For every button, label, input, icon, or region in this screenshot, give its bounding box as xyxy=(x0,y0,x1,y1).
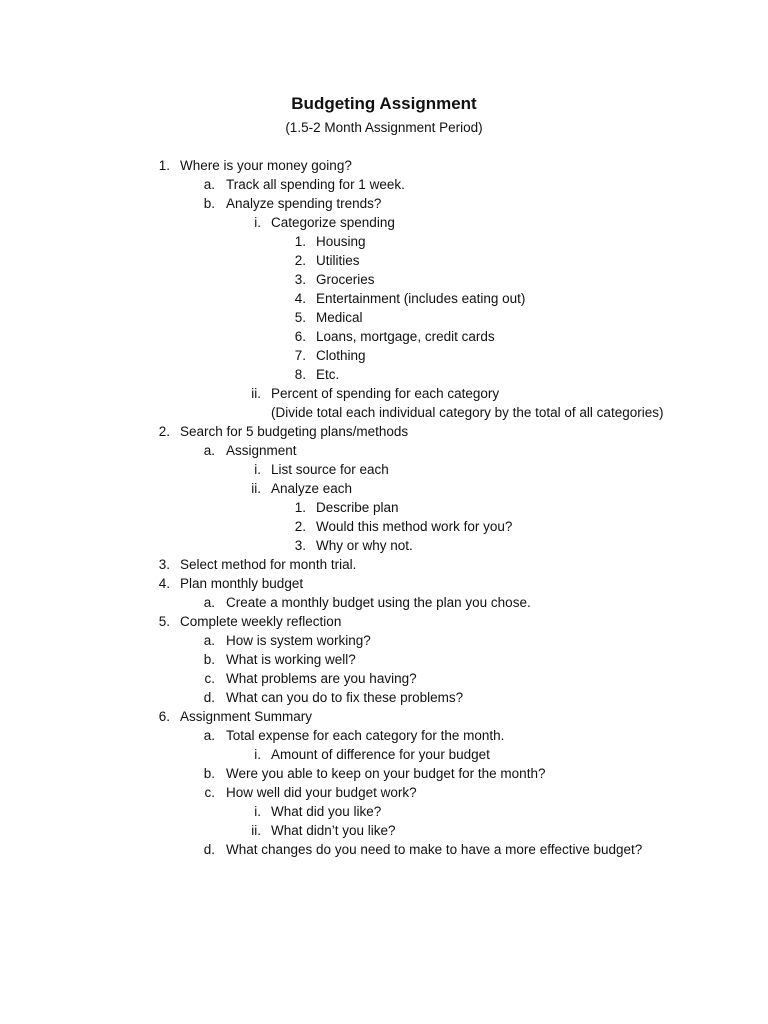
outline-item-level-4 xyxy=(0,270,768,289)
outline-item-level-1 xyxy=(0,422,768,441)
outline-item-text: Analyze spending trends? xyxy=(226,196,382,211)
outline-item-text: What did you like? xyxy=(271,804,382,819)
outline-item-level-2 xyxy=(0,688,768,707)
outline-item-marker: 5. xyxy=(158,614,170,629)
outline-item-level-4 xyxy=(0,232,768,251)
outline-item-marker: b. xyxy=(203,196,215,211)
outline-item-level-2 xyxy=(0,669,768,688)
outline-item-level-3 xyxy=(0,802,768,821)
outline-item-text: List source for each xyxy=(271,462,389,477)
outline-item-level-3 xyxy=(0,821,768,840)
outline-item-level-4 xyxy=(0,251,768,270)
outline-item-level-1 xyxy=(0,707,768,726)
page-title: Budgeting Assignment xyxy=(291,94,477,113)
page-subtitle: (1.5-2 Month Assignment Period) xyxy=(285,120,483,135)
outline-item-level-2 xyxy=(0,631,768,650)
outline-item-text: What changes do you need to make to have a more effective budget? xyxy=(226,842,643,857)
outline-item-level-1 xyxy=(0,156,768,175)
outline-item-text: Search for 5 budgeting plans/methods xyxy=(180,424,409,439)
outline-item-text: Track all spending for 1 week. xyxy=(226,177,405,192)
outline-item-text: Clothing xyxy=(316,348,366,363)
outline-item-level-2 xyxy=(0,194,768,213)
outline-item-level-4 xyxy=(0,365,768,384)
outline-item-marker: i. xyxy=(254,804,261,819)
outline-item-text: Plan monthly budget xyxy=(180,576,304,591)
outline-item-marker: d. xyxy=(203,842,215,857)
assignment-outline xyxy=(0,156,768,859)
outline-item-marker: 7. xyxy=(294,348,306,363)
outline-item-marker: i. xyxy=(254,215,261,230)
outline-item-text: Housing xyxy=(316,234,366,249)
outline-item-marker: b. xyxy=(203,652,215,667)
outline-item-marker: 5. xyxy=(294,310,306,325)
outline-item-marker: ii. xyxy=(251,823,261,838)
outline-item-marker: d. xyxy=(203,690,215,705)
outline-item-marker: 3. xyxy=(294,538,306,553)
outline-item-marker: 1. xyxy=(294,500,306,515)
outline-item-level-3 xyxy=(0,213,768,232)
outline-item-text: Amount of difference for your budget xyxy=(271,747,490,762)
outline-item-level-4 xyxy=(0,346,768,365)
outline-item-marker: 6. xyxy=(294,329,306,344)
outline-item-marker: a. xyxy=(203,595,215,610)
outline-item-level-2 xyxy=(0,726,768,745)
outline-item-level-2 xyxy=(0,593,768,612)
outline-item-marker: a. xyxy=(203,443,215,458)
outline-item-text: Create a monthly budget using the plan you chose. xyxy=(226,595,531,610)
outline-item-level-4 xyxy=(0,498,768,517)
outline-item-text: Assignment xyxy=(226,443,297,458)
outline-item-text: Groceries xyxy=(316,272,375,287)
outline-item-level-1 xyxy=(0,612,768,631)
outline-item-level-3 xyxy=(0,460,768,479)
outline-item-level-3 xyxy=(0,384,768,403)
outline-item-text: Select method for month trial. xyxy=(180,557,357,572)
outline-item-marker: c. xyxy=(204,671,215,686)
outline-item-level-2 xyxy=(0,783,768,802)
outline-item-text: How well did your budget work? xyxy=(226,785,417,800)
outline-item-level-4 xyxy=(0,536,768,555)
outline-item-level-4 xyxy=(0,308,768,327)
outline-item-text: Percent of spending for each category xyxy=(271,386,500,401)
outline-item-marker: c. xyxy=(204,785,215,800)
outline-item-text: What problems are you having? xyxy=(226,671,417,686)
outline-item-marker: 6. xyxy=(158,709,170,724)
outline-item-text: Entertainment (includes eating out) xyxy=(316,291,526,306)
outline-item-marker: b. xyxy=(203,766,215,781)
outline-item-level-2 xyxy=(0,175,768,194)
outline-item-text: Analyze each xyxy=(271,481,353,496)
outline-item-text: Utilities xyxy=(316,253,360,268)
outline-item-marker: i. xyxy=(254,462,261,477)
outline-item-text: Medical xyxy=(316,310,363,325)
outline-item-level-4 xyxy=(0,289,768,308)
outline-item-level-2 xyxy=(0,441,768,460)
outline-item-marker: a. xyxy=(203,177,215,192)
outline-item-marker: i. xyxy=(254,747,261,762)
outline-item-text: Complete weekly reflection xyxy=(180,614,342,629)
outline-item-text: What can you do to fix these problems? xyxy=(226,690,464,705)
outline-item-text: Loans, mortgage, credit cards xyxy=(316,329,495,344)
outline-item-marker: 4. xyxy=(158,576,170,591)
outline-item-level-2 xyxy=(0,840,768,859)
outline-item-level-3 xyxy=(0,479,768,498)
outline-item-level-4 xyxy=(0,327,768,346)
outline-item-continuation xyxy=(0,403,768,422)
outline-item-text: Categorize spending xyxy=(271,215,395,230)
outline-item-marker: ii. xyxy=(251,481,261,496)
outline-item-text: Assignment Summary xyxy=(180,709,313,724)
outline-item-marker: 2. xyxy=(294,253,306,268)
outline-item-level-1 xyxy=(0,555,768,574)
outline-item-level-2 xyxy=(0,650,768,669)
outline-item-marker: 1. xyxy=(294,234,306,249)
outline-item-text: Where is your money going? xyxy=(180,158,352,173)
outline-item-marker: 3. xyxy=(294,272,306,287)
outline-item-text: What is working well? xyxy=(226,652,356,667)
outline-item-level-2 xyxy=(0,764,768,783)
outline-item-marker: 8. xyxy=(294,367,306,382)
outline-item-text: Etc. xyxy=(316,367,340,382)
outline-item-marker: 3. xyxy=(158,557,170,572)
outline-item-level-1 xyxy=(0,574,768,593)
outline-item-text: Describe plan xyxy=(316,500,399,515)
outline-item-marker: 4. xyxy=(294,291,306,306)
outline-item-text: What didn’t you like? xyxy=(271,823,396,838)
outline-item-text: Why or why not. xyxy=(316,538,413,553)
outline-item-marker: 1. xyxy=(158,158,170,173)
outline-item-marker: a. xyxy=(203,728,215,743)
outline-item-marker: 2. xyxy=(294,519,306,534)
outline-item-marker: a. xyxy=(203,633,215,648)
outline-item-level-4 xyxy=(0,517,768,536)
outline-item-level-3 xyxy=(0,745,768,764)
outline-item-marker: ii. xyxy=(251,386,261,401)
outline-item-text: Total expense for each category for the month. xyxy=(226,728,505,743)
outline-item-text: How is system working? xyxy=(226,633,371,648)
outline-item-marker: 2. xyxy=(158,424,170,439)
outline-item-text: (Divide total each individual category by the total of all categories) xyxy=(271,405,664,420)
outline-item-text: Were you able to keep on your budget for the month? xyxy=(226,766,546,781)
outline-item-text: Would this method work for you? xyxy=(316,519,513,534)
